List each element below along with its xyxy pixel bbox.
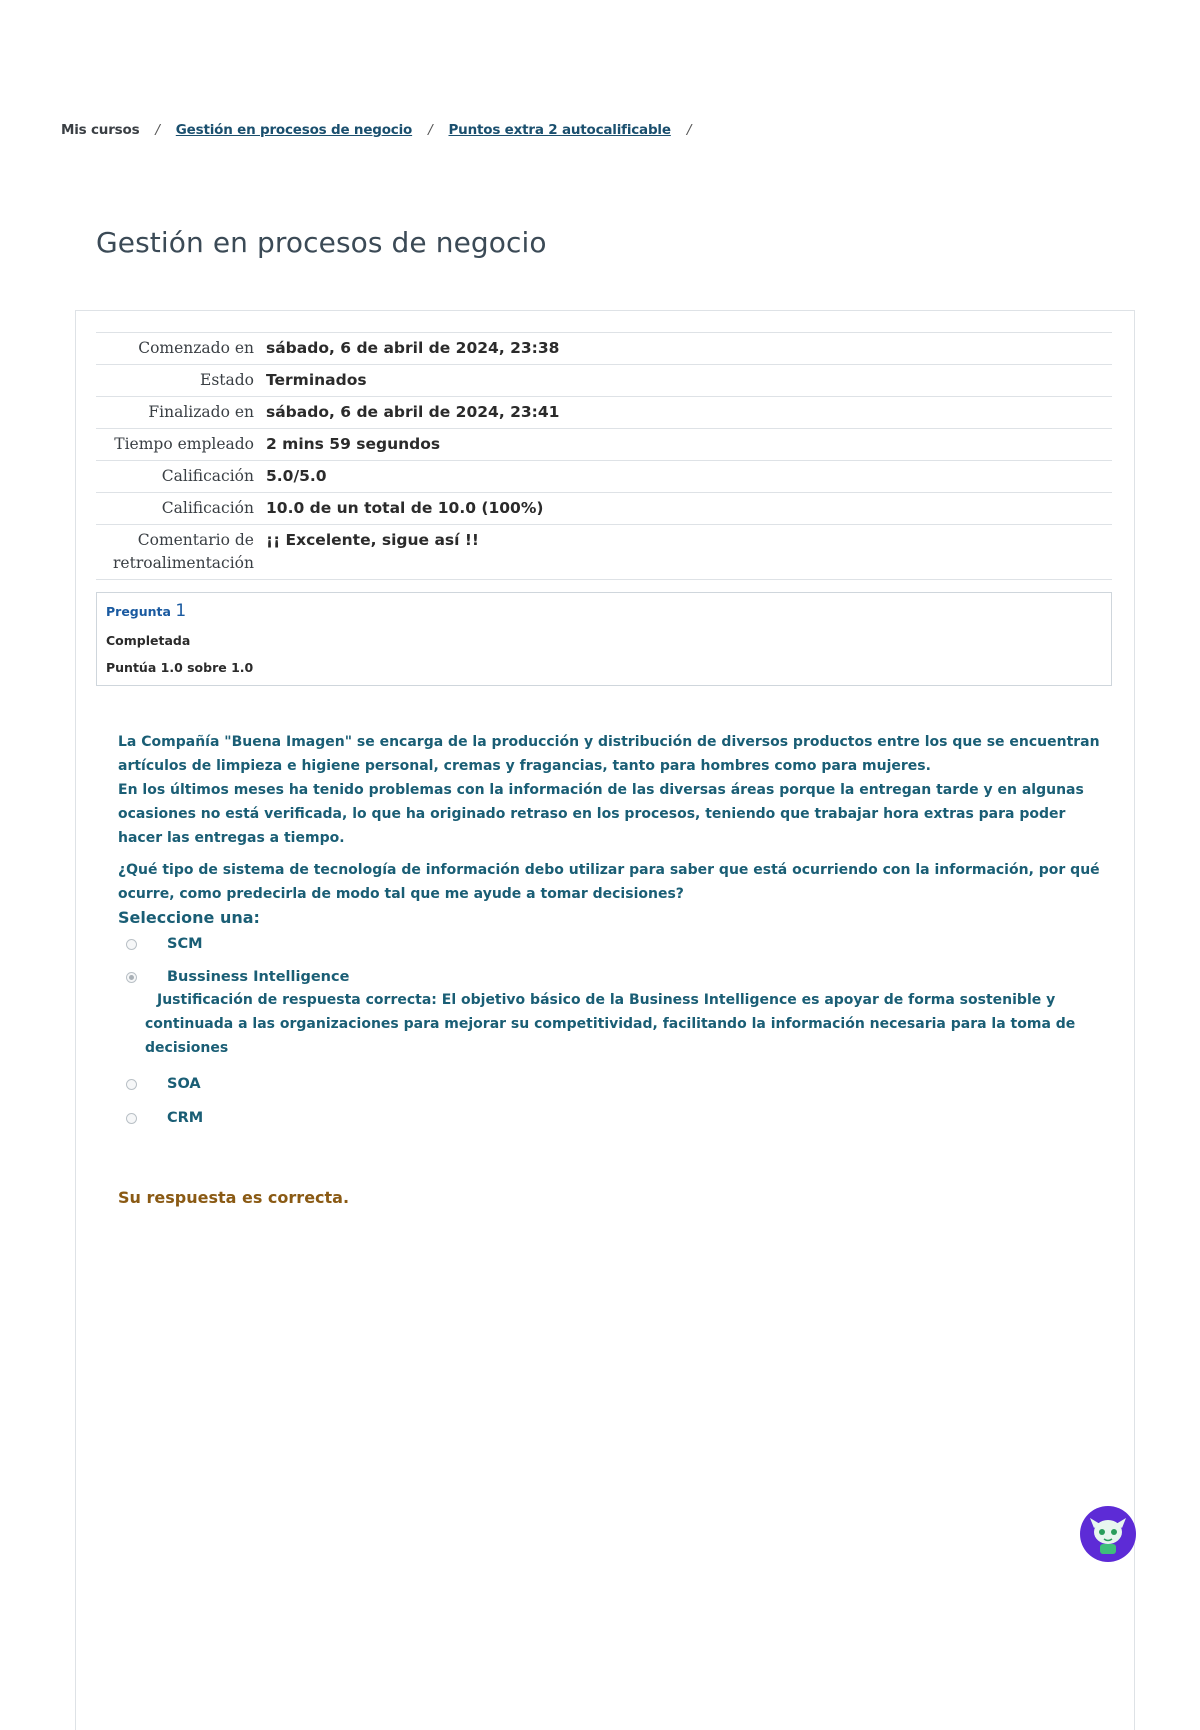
radio-button[interactable] xyxy=(126,1113,137,1124)
summary-row-finished xyxy=(96,397,1112,429)
answer-option-scm[interactable] xyxy=(126,936,203,952)
page-title: Gestión en procesos de negocio xyxy=(96,226,547,259)
question-points: Puntúa 1.0 sobre 1.0 xyxy=(106,660,254,675)
answer-option-soa[interactable] xyxy=(126,1076,201,1092)
question-state: Completada xyxy=(106,633,191,648)
breadcrumb-separator: / xyxy=(155,122,160,138)
breadcrumb-item-mis-cursos[interactable]: Mis cursos xyxy=(61,122,140,138)
answer-option-crm[interactable] xyxy=(126,1110,203,1126)
breadcrumb-separator: / xyxy=(428,122,433,138)
summary-label: Finalizado en xyxy=(148,403,254,421)
summary-row-state xyxy=(96,365,1112,397)
summary-row-marks xyxy=(96,461,1112,493)
breadcrumb-item-course[interactable]: Gestión en procesos de negocio xyxy=(175,122,413,138)
summary-value: sábado, 6 de abril de 2024, 23:41 xyxy=(266,403,560,421)
summary-label: Comenzado en xyxy=(138,339,254,357)
summary-row-grade xyxy=(96,493,1112,525)
option-label: CRM xyxy=(167,1110,204,1126)
question-paragraph: ¿Qué tipo de sistema de tecnología de información debo utilizar para saber que está ocurriendo con la información, por qué ocurre, como predecirla de modo tal que me ayude a tomar decisiones? xyxy=(118,862,1100,902)
summary-row-started xyxy=(96,333,1112,365)
summary-value: Terminados xyxy=(266,371,367,389)
answer-justification: Justificación de respuesta correcta: El objetivo básico de la Business Intelligence es apoyar de forma sostenible y continuada a las organizaciones para mejorar su competitividad, facilitando la información necesaria para la toma de decisiones xyxy=(145,992,1076,1056)
answer-feedback: Su respuesta es correcta. xyxy=(118,1188,350,1207)
summary-value: sábado, 6 de abril de 2024, 23:38 xyxy=(266,339,560,357)
breadcrumb-separator: / xyxy=(686,122,692,138)
question-text xyxy=(118,730,1103,906)
summary-label: Comentario de retroalimentación xyxy=(113,531,254,572)
radio-button[interactable] xyxy=(126,939,137,950)
radio-button-selected[interactable] xyxy=(126,972,137,983)
attempt-summary-table xyxy=(96,332,1112,580)
summary-label: Estado xyxy=(200,371,254,389)
option-label: Bussiness Intelligence xyxy=(167,969,350,985)
answer-prompt: Seleccione una: xyxy=(118,908,260,927)
chatbot-avatar-icon xyxy=(1080,1506,1136,1562)
summary-label: Tiempo empleado xyxy=(114,435,254,453)
question-number-value: 1 xyxy=(175,601,187,621)
summary-label: Calificación xyxy=(161,467,254,485)
question-label: Pregunta xyxy=(106,604,171,619)
summary-row-time-taken xyxy=(96,429,1112,461)
summary-value: 2 mins 59 segundos xyxy=(266,435,441,453)
summary-row-feedback xyxy=(96,525,1112,580)
summary-value: 5.0/5.0 xyxy=(266,467,327,485)
answer-option-business-intelligence[interactable] xyxy=(126,969,349,985)
summary-label: Calificación xyxy=(161,499,254,517)
question-paragraph: La Compañía "Buena Imagen" se encarga de la producción y distribución de diversos productos entre los que se encuentran artículos de limpieza e higiene personal, cremas y fragancias, tanto para hombres como para mujeres. xyxy=(118,734,1100,774)
summary-value: 10.0 de un total de 10.0 (100%) xyxy=(266,499,544,517)
breadcrumb xyxy=(61,122,707,138)
question-number xyxy=(106,601,1102,627)
option-label: SCM xyxy=(167,936,203,952)
radio-button[interactable] xyxy=(126,1079,137,1090)
breadcrumb-item-quiz[interactable]: Puntos extra 2 autocalificable xyxy=(448,122,671,138)
summary-value: ¡¡ Excelente, sigue así !! xyxy=(266,531,479,549)
question-info-box xyxy=(96,592,1112,686)
question-paragraph: En los últimos meses ha tenido problemas con la información de las diversas áreas porque la entregan tarde y en algunas ocasiones no está verificada, lo que ha originado retraso en los procesos, teniendo que trabajar hora extras para poder hacer las entregas a tiempo. xyxy=(118,782,1084,846)
chatbot-button[interactable] xyxy=(1080,1506,1136,1562)
option-label: SOA xyxy=(167,1076,201,1092)
